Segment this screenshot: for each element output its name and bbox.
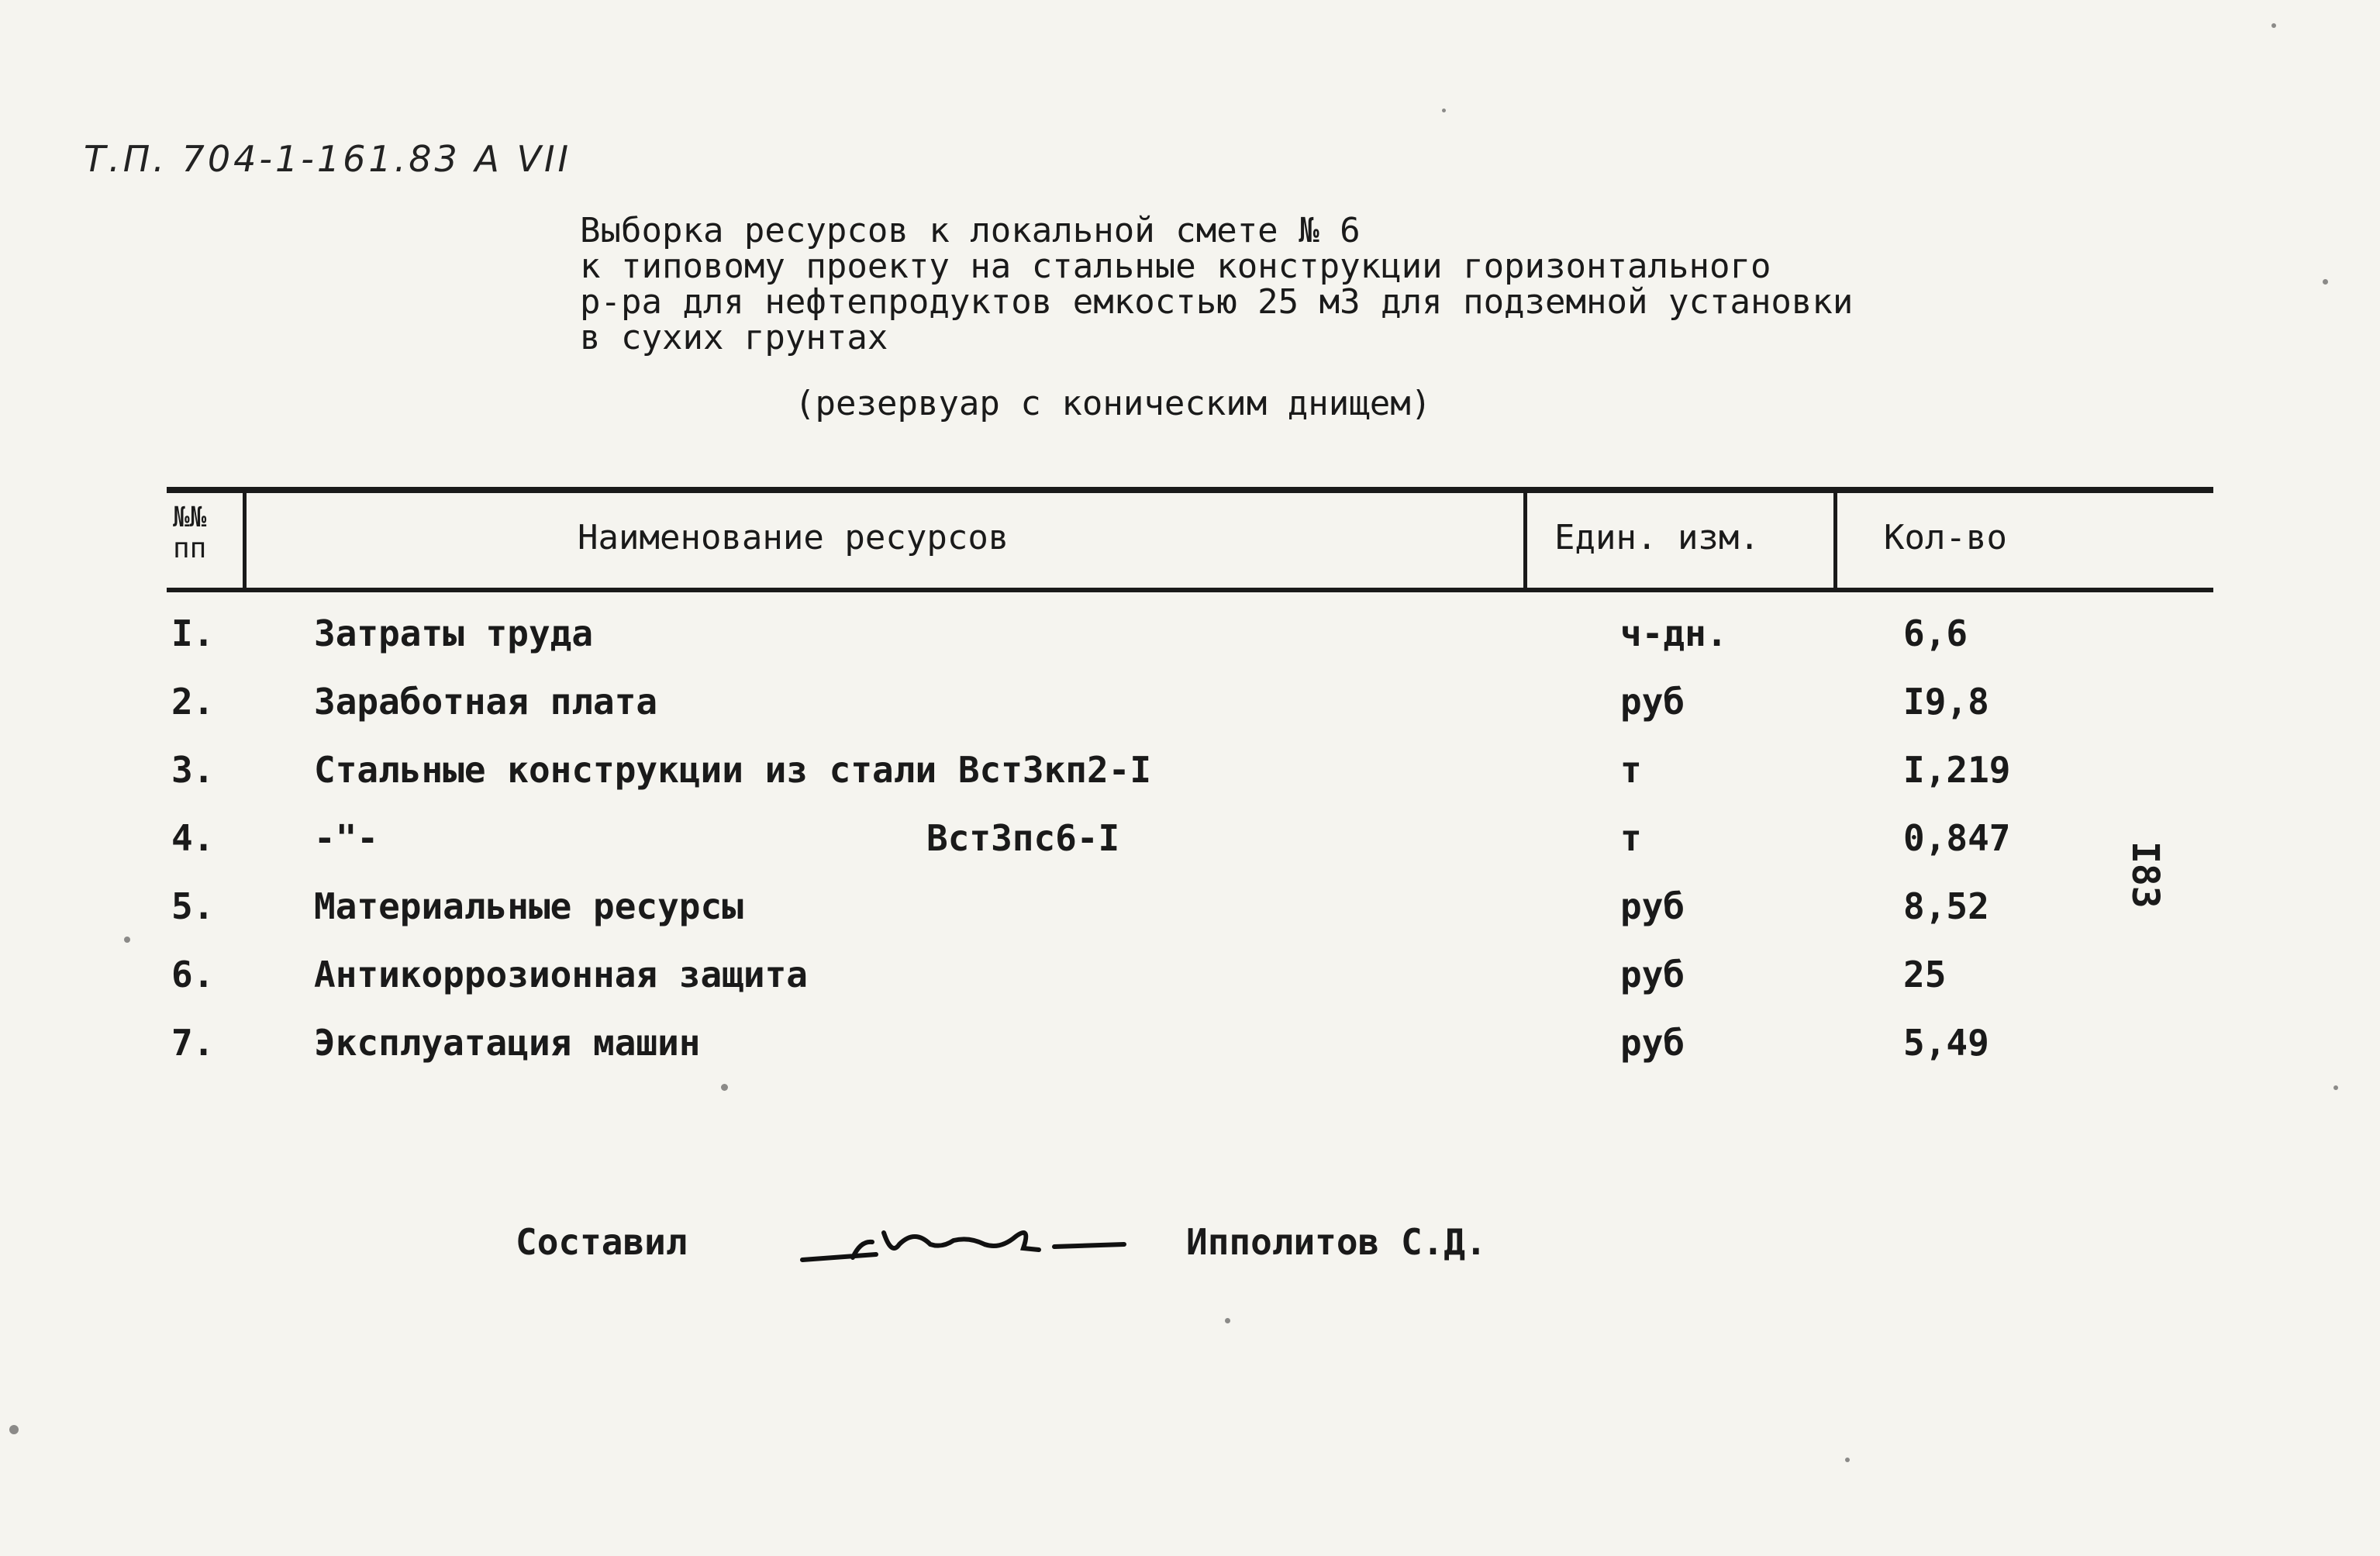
row-num: 2. <box>171 681 215 723</box>
table-top-rule <box>167 487 2213 493</box>
row-num: 4. <box>171 817 215 859</box>
row-num: 7. <box>171 1022 215 1064</box>
table-row <box>167 681 2213 749</box>
table-row <box>167 954 2213 1022</box>
column-divider <box>1833 487 1837 592</box>
compiled-by-label: Составил <box>516 1221 688 1263</box>
row-qty: 8,52 <box>1903 885 1989 927</box>
document-subtitle: (резервуар с коническим днищем) <box>795 384 1432 423</box>
row-qty: I,219 <box>1903 749 2011 791</box>
title-line: к типовому проекту на стальные конструкции горизонтального <box>580 247 1771 286</box>
row-num: 5. <box>171 885 215 927</box>
row-qty: 6,6 <box>1903 612 1968 654</box>
row-name: Стальные конструкции из стали ВстЗкп2-I <box>314 749 1152 791</box>
row-unit: руб <box>1620 1022 1685 1064</box>
row-unit: ч-дн. <box>1620 612 1728 654</box>
header-name: Наименование ресурсов <box>578 518 1009 557</box>
row-name: Затраты труда <box>314 612 594 654</box>
row-unit: руб <box>1620 954 1685 995</box>
title-line: Выборка ресурсов к локальной смете № 6 <box>580 211 1361 250</box>
row-qty: 0,847 <box>1903 817 2011 859</box>
handwritten-signature <box>799 1202 1132 1279</box>
header-qty: Кол-во <box>1884 518 2007 557</box>
document-title <box>580 213 1853 356</box>
column-divider <box>1523 487 1527 592</box>
row-num: I. <box>171 612 215 654</box>
row-unit: т <box>1620 749 1642 791</box>
row-name: Эксплуатация машин <box>314 1022 701 1064</box>
row-num: 3. <box>171 749 215 791</box>
title-line: р-ра для нефтепродуктов емкостью 25 м3 для подземной установки <box>580 282 1854 322</box>
column-divider <box>243 487 247 592</box>
table-row <box>167 1022 2213 1090</box>
header-num: №№ пп <box>173 502 207 564</box>
row-name-continuation: ВстЗпс6-I <box>926 817 1120 859</box>
header-unit: Един. изм. <box>1554 518 1760 557</box>
row-unit: т <box>1620 817 1642 859</box>
row-unit: руб <box>1620 681 1685 723</box>
row-name: -"- <box>314 817 379 859</box>
row-unit: руб <box>1620 885 1685 927</box>
table-header-rule <box>167 588 2213 592</box>
row-num: 6. <box>171 954 215 995</box>
table-row <box>167 749 2213 817</box>
row-name: Антикоррозионная защита <box>314 954 808 995</box>
row-qty: 25 <box>1903 954 1947 995</box>
table-row <box>167 612 2213 681</box>
row-name: Заработная плата <box>314 681 658 723</box>
page-number: I83 <box>2123 841 2167 909</box>
row-qty: 5,49 <box>1903 1022 1989 1064</box>
table-row <box>167 885 2213 954</box>
document-code: Т.П. 704-1-161.83 А VII <box>84 138 572 180</box>
row-qty: I9,8 <box>1903 681 1989 723</box>
title-line: в сухих грунтах <box>580 318 888 357</box>
compiler-name: Ипполитов С.Д. <box>1186 1221 1487 1263</box>
row-name: Материальные ресурсы <box>314 885 743 927</box>
table-row <box>167 817 2213 885</box>
